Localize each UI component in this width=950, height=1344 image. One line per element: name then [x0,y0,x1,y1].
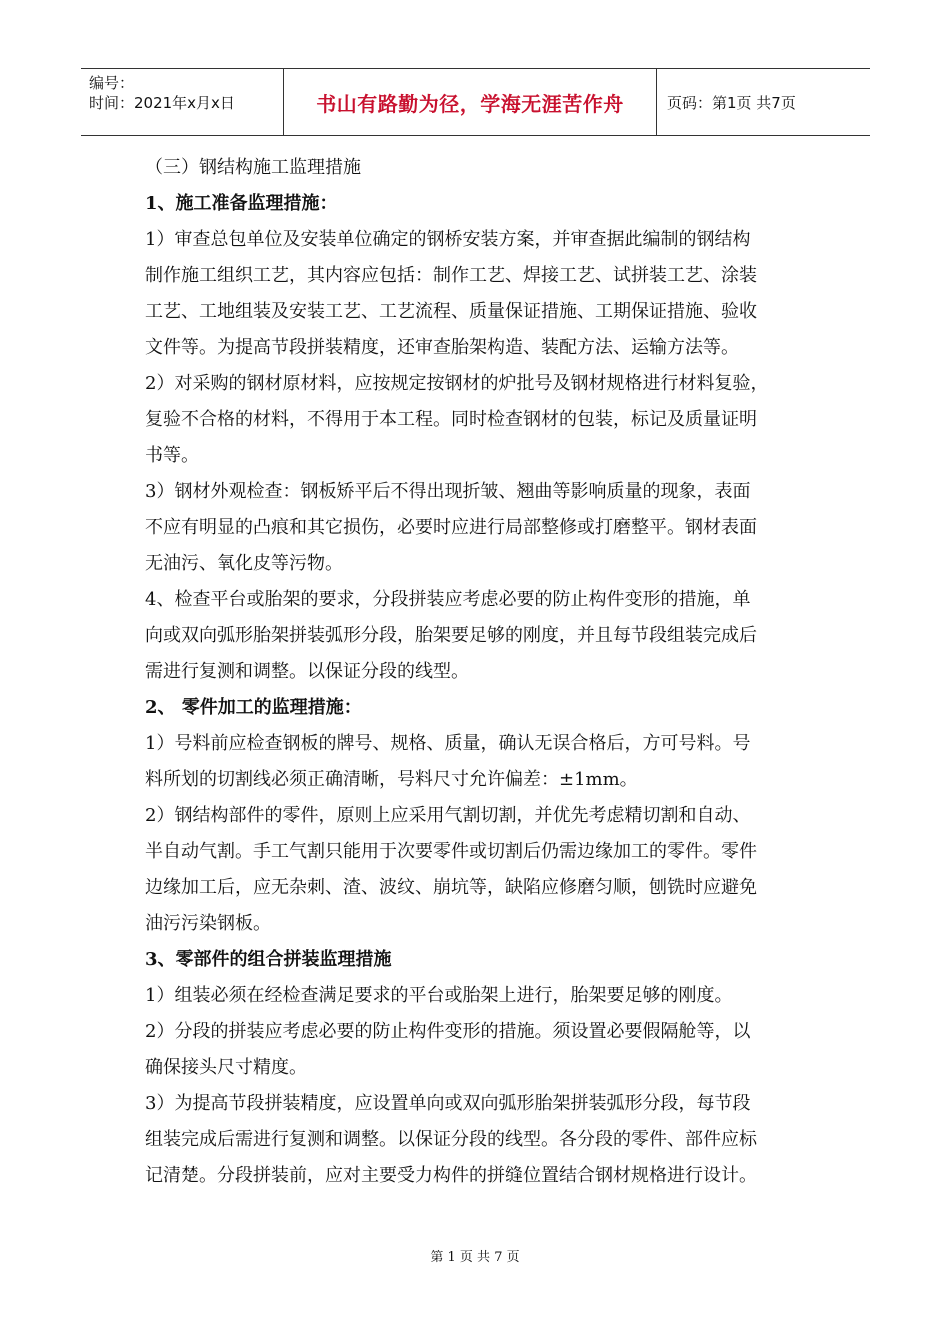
paragraph-line: 需进行复测和调整。以保证分段的线型。 [145,661,469,682]
paragraph-line: 2）钢结构部件的零件，原则上应采用气割切割，并优先考虑精切割和自动、 [145,805,751,826]
paragraph-line: 3）为提高节段拼装精度，应设置单向或双向弧形胎架拼装弧形分段，每节段 [145,1093,751,1114]
paragraph-line: 油污污染钢板。 [145,913,271,934]
section-heading: 1、施工准备监理措施： [145,193,338,214]
document-time-label: 时间：2021年x月x日 [89,94,235,112]
paragraph-line: 边缘加工后，应无杂刺、渣、波纹、崩坑等，缺陷应修磨匀顺，刨铣时应避免 [145,877,757,898]
page-footer: 第 1 页 共 7 页 [430,1250,520,1265]
document-body [145,150,810,1194]
paragraph-line: 记清楚。分段拼装前，应对主要受力构件的拼缝位置结合钢材规格进行设计。 [145,1165,757,1186]
paragraph-line: 制作施工组织工艺，其内容应包括：制作工艺、焊接工艺、试拼装工艺、涂装 [145,265,757,286]
paragraph-line: 半自动气割。手工气割只能用于次要零件或切割后仍需边缘加工的零件。零件 [145,841,757,862]
paragraph-line: 向或双向弧形胎架拼装弧形分段，胎架要足够的刚度，并且每节段组装完成后 [145,625,757,646]
paragraph-line: 确保接头尺寸精度。 [145,1057,307,1078]
paragraph-line: 工艺、工地组装及安装工艺、工艺流程、质量保证措施、工期保证措施、验收 [145,301,757,322]
paragraph-line: （三）钢结构施工监理措施 [145,157,361,178]
paragraph-line: 料所划的切割线必须正确清晰，号料尺寸允许偏差：±1mm。 [145,769,638,790]
header-slogan: 书山有路勤为径，学海无涯苦作舟 [284,69,657,135]
paragraph-line: 复验不合格的材料，不得用于本工程。同时检查钢材的包装，标记及质量证明 [145,409,757,430]
paragraph-line: 不应有明显的凸痕和其它损伤，必要时应进行局部整修或打磨整平。钢材表面 [145,517,757,538]
paragraph-line: 组装完成后需进行复测和调整。以保证分段的线型。各分段的零件、部件应标 [145,1129,757,1150]
paragraph-line: 3）钢材外观检查：钢板矫平后不得出现折皱、翘曲等影响质量的现象，表面 [145,481,751,502]
section-heading: 2、 零件加工的监理措施： [145,697,362,718]
section-heading: 3、零部件的组合拼装监理措施 [145,949,392,970]
paragraph-line: 无油污、氧化皮等污物。 [145,553,343,574]
header-meta [81,69,284,135]
paragraph-line: 4、检查平台或胎架的要求，分段拼装应考虑必要的防止构件变形的措施，单 [145,589,751,610]
paragraph-line: 1）审查总包单位及安装单位确定的钢桥安装方案，并审查据此编制的钢结构 [145,229,751,250]
header-page-info: 页码：第1页 共7页 [667,93,796,112]
paragraph-line: 2）分段的拼装应考虑必要的防止构件变形的措施。须设置必要假隔舱等，以 [145,1021,751,1042]
paragraph-line: 文件等。为提高节段拼装精度，还审查胎架构造、装配方法、运输方法等。 [145,337,739,358]
paragraph-line: 1）组装必须在经检查满足要求的平台或胎架上进行，胎架要足够的刚度。 [145,985,733,1006]
paragraph-line: 书等。 [145,445,199,466]
paragraph-line: 2）对采购的钢材原材料，应按规定按钢材的炉批号及钢材规格进行材料复验， [145,373,769,394]
paragraph-line: 1）号料前应检查钢板的牌号、规格、质量，确认无误合格后，方可号料。号 [145,733,751,754]
page-header [81,68,870,136]
document-number-label: 编号： [89,74,135,92]
